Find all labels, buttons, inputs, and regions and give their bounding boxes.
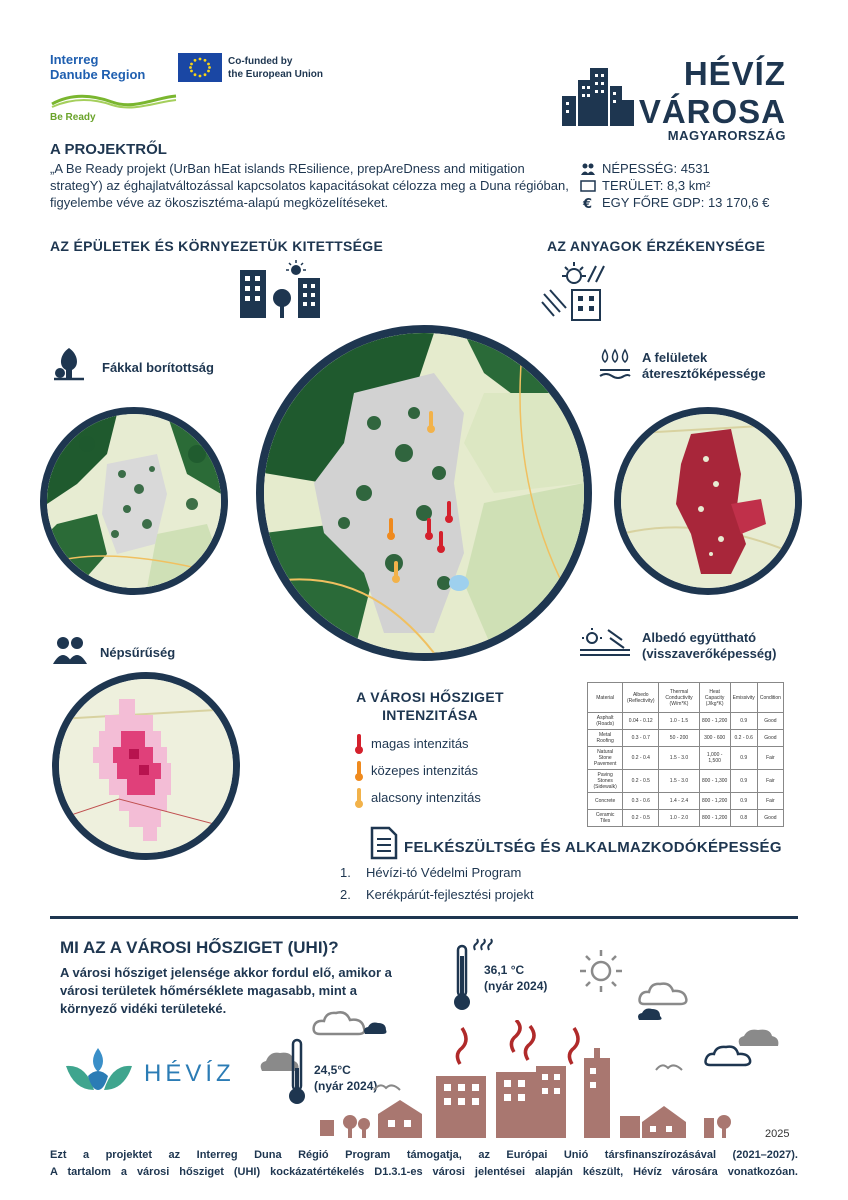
eu-line2: the European Union (228, 69, 323, 80)
thermometer-low-icon (353, 787, 365, 809)
eu-line1: Co-funded by (228, 56, 293, 67)
albedo-table (587, 682, 784, 827)
exposure-heading: AZ ÉPÜLETEK ÉS KÖRNYEZETÜK KITETTSÉGE (50, 238, 384, 254)
thermometer-city-icon (451, 944, 473, 1014)
city-title-line1: HÉVÍZ (683, 55, 786, 92)
table-cell: 800 - 1,200 (699, 713, 730, 730)
table-header-cell: Thermal Conductivity (W/m*K) (659, 683, 699, 713)
project-text: „A Be Ready projekt (UrBan hEat islands REsilience, prepAreDness and mitigation strategY) az éghajlatváltozással kapcsolatos kapacitásokat célozza meg a Duna régióban, figyelembe véve az ökoszisztéma-alapú megközelítéseket. (50, 161, 569, 210)
footer-line1: Ezt a projektet az Interreg Duna Régió Program támogatja, az Európai Unió társfinanszírozásával (2021–2027). (50, 1149, 798, 1161)
cloud-outline-icon (638, 980, 692, 1008)
temp-rural-value: 24,5°C (314, 1063, 351, 1077)
table-cell: 1.5 - 3.0 (659, 747, 699, 770)
table-cell: Ceramic Tiles (588, 810, 623, 827)
table-cell: Asphalt (Roads) (588, 713, 623, 730)
table-cell: 50 - 200 (659, 730, 699, 747)
area-text: TERÜLET: 8,3 km² (602, 178, 711, 193)
document-icon (370, 826, 398, 860)
table-cell: 0.04 - 0.12 (623, 713, 659, 730)
fact-area (580, 177, 769, 194)
table-cell: Good (757, 810, 783, 827)
legend-high (353, 730, 481, 757)
table-header-cell: Emissivity (730, 683, 757, 713)
uhi-text: A városi hősziget jelensége akkor fordul elő, amikor a városi területek hőmérséklete magasabb, mint a környező vidéki területeké. (60, 965, 392, 1016)
density-label: Népsűrűség (100, 645, 176, 660)
table-cell: 0.9 (730, 770, 757, 793)
interreg-line1: Interreg (50, 52, 99, 67)
temp-city (484, 962, 547, 994)
heviz-logo-icon (64, 1046, 134, 1094)
legend-medium (353, 757, 481, 784)
interreg-logo (50, 52, 145, 82)
table-cell: 0.2 - 0.4 (623, 747, 659, 770)
country-label: MAGYARORSZÁG (667, 128, 786, 143)
footer-line2: A tartalom a városi hősziget (UHI) kockázatértékelés D1.3.1-es városi jelentései alapján készült, Hévíz városára vonatkozóan. (50, 1166, 798, 1178)
tree-cover-label: Fákkal borítottság (102, 360, 214, 375)
table-cell: Good (757, 713, 783, 730)
area-icon (580, 179, 596, 193)
small-cloud-navy-icon (636, 1006, 666, 1022)
wave-logo-icon (50, 92, 178, 110)
sensitivity-heading: AZ ANYAGOK ÉRZÉKENYSÉGE (547, 238, 766, 254)
table-cell: 0.8 (730, 810, 757, 827)
uhi-heading: MI AZ A VÁROSI HŐSZIGET (UHI)? (60, 938, 339, 957)
year-label: 2025 (765, 1128, 790, 1140)
interreg-tagline: Be Ready (50, 112, 96, 123)
table-cell: Fair (757, 793, 783, 810)
sun-building-icon (540, 260, 612, 322)
water-drops-icon (598, 348, 632, 382)
table-cell: 0.3 - 0.6 (623, 793, 659, 810)
table-cell: 0.9 (730, 713, 757, 730)
table-cell: 0.2 - 0.6 (730, 730, 757, 747)
table-row (588, 810, 784, 827)
table-cell: Good (757, 730, 783, 747)
table-cell: 0.9 (730, 747, 757, 770)
table-row (588, 747, 784, 770)
table-cell: Fair (757, 747, 783, 770)
eu-flag-icon (178, 53, 222, 82)
table-cell: 1.5 - 3.0 (659, 770, 699, 793)
buildings-sun-icon (234, 258, 326, 320)
permeability-label-line2: áteresztőképessége (642, 366, 766, 381)
city-skyline-bottom-icon (320, 1046, 740, 1138)
permeability-label (642, 350, 766, 382)
permeability-map (614, 407, 802, 595)
section-divider (50, 916, 798, 919)
city-title (639, 55, 786, 131)
albedo-label (642, 630, 776, 662)
table-header-cell: Albedo (Reflectivity) (623, 683, 659, 713)
table-header-cell: Material (588, 683, 623, 713)
population-text: NÉPESSÉG: 4531 (602, 161, 710, 176)
preparedness-item-1: 1. Hévízi-tó Védelmi Program (340, 865, 522, 880)
project-heading: A PROJEKTRŐL (50, 141, 167, 158)
table-row (588, 730, 784, 747)
table-row (588, 713, 784, 730)
sun-icon (578, 948, 624, 994)
table-header-cell: Condition (757, 683, 783, 713)
table-cell: 800 - 1,200 (699, 793, 730, 810)
eu-cofunded-text (228, 55, 323, 81)
thermometer-medium-icon (353, 760, 365, 782)
density-map (52, 672, 240, 860)
people-group-icon (52, 634, 88, 666)
preparedness-item-1-text: Hévízi-tó Védelmi Program (366, 865, 522, 880)
gdp-text: EGY FŐRE GDP: 13 170,6 € (602, 195, 770, 210)
uhi-intensity-title (355, 688, 505, 724)
table-cell: 800 - 1,200 (699, 810, 730, 827)
heviz-logo-text: HÉVÍZ (144, 1060, 235, 1087)
temp-rural-note: (nyár 2024) (314, 1079, 378, 1093)
table-cell: 800 - 1,300 (699, 770, 730, 793)
interreg-line2: Danube Region (50, 67, 146, 82)
table-cell: 300 - 600 (699, 730, 730, 747)
table-cell: 1.4 - 2.4 (659, 793, 699, 810)
uhi-intensity-map (256, 325, 592, 661)
table-cell: 0.2 - 0.5 (623, 770, 659, 793)
table-cell: Concrete (588, 793, 623, 810)
legend-low (353, 784, 481, 811)
preparedness-heading: FELKÉSZÜLTSÉG ÉS ALKALMAZKODÓKÉPESSÉG (404, 839, 782, 856)
table-cell: 1.0 - 1.5 (659, 713, 699, 730)
table-cell: Paving Stones (Sidewalk) (588, 770, 623, 793)
table-cell: 0.2 - 0.5 (623, 810, 659, 827)
thermometer-high-icon (353, 733, 365, 755)
table-cell: 1.0 - 2.0 (659, 810, 699, 827)
preparedness-item-2-text: Kerékpárút-fejlesztési projekt (366, 887, 534, 902)
table-header-cell: Heat Capacity (J/kg*K) (699, 683, 730, 713)
uhi-legend (353, 730, 481, 811)
legend-low-text: alacsony intenzitás (371, 790, 481, 805)
uhi-intensity-title-line1: A VÁROSI HŐSZIGET (356, 689, 504, 705)
preparedness-item-2: 2. Kerékpárút-fejlesztési projekt (340, 887, 534, 902)
legend-medium-text: közepes intenzitás (371, 763, 478, 778)
city-skyline-icon (560, 66, 636, 126)
table-cell: 1,000 - 1,500 (699, 747, 730, 770)
fact-gdp (580, 194, 769, 211)
albedo-label-line2: (visszaverőképesség) (642, 646, 777, 661)
city-facts (580, 160, 769, 211)
table-row (588, 793, 784, 810)
table-cell: 0.9 (730, 793, 757, 810)
tree-icon (52, 346, 86, 382)
table-cell: Metal Roofing (588, 730, 623, 747)
albedo-sun-icon (578, 626, 632, 658)
thermometer-rural-icon (286, 1038, 308, 1108)
permeability-label-line1: A felületek (642, 350, 708, 365)
small-cloud-icon (362, 1020, 390, 1036)
temp-city-value: 36,1 °C (484, 963, 525, 977)
albedo-label-line1: Albedó együttható (642, 630, 757, 645)
table-cell: Fair (757, 770, 783, 793)
tree-cover-map (40, 407, 228, 595)
heat-waves-small-icon (472, 938, 494, 952)
table-cell: Natural Stone Pavement (588, 747, 623, 770)
temp-city-note: (nyár 2024) (484, 979, 548, 993)
legend-high-text: magas intenzitás (371, 736, 469, 751)
uhi-intensity-title-line2: INTENZITÁSA (382, 707, 478, 723)
city-title-line2: VÁROSA (638, 93, 786, 130)
people-icon (580, 162, 596, 176)
table-cell: 0.3 - 0.7 (623, 730, 659, 747)
svg-text:€: € (583, 196, 593, 210)
euro-icon (580, 196, 596, 210)
fact-population (580, 160, 769, 177)
table-row (588, 770, 784, 793)
preparedness-list (340, 862, 534, 906)
